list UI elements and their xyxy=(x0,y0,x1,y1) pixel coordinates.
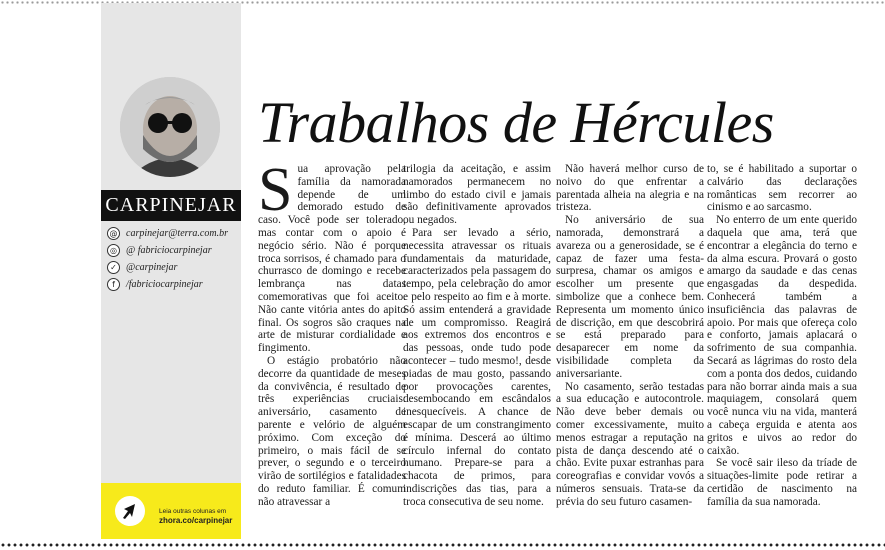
paragraph: trilogia da aceitação, e assim namorados permanecem no limbo do estado civil e jamais são definitivamente aprovados ou negados. xyxy=(403,163,551,227)
promo-link[interactable]: zhora.co/carpinejar xyxy=(159,516,233,525)
paragraph: No aniversário de sua namorada, demonstrará a avareza ou a generosidade, se é capaz de fazer uma festa-surpresa, chamar os amigos e escolher um presente que simbolize que a conhece bem. Representa um momento único de discrição, em que descobrirá se está preparado para desaparecer em nome da visibilidade completa da aniversariante. xyxy=(556,214,704,380)
promo-line1: Leia outras colunas em xyxy=(159,508,227,515)
paragraph: ua aprovação pela família da namorada depende de um demorado estudo de caso. Você pode ser tolerado, mas contar com o apoio é negócio sério. Não é porque troca sorrisos, é chamado para o churrasco de domingo e recebe lembrança nas datas comemorativas que foi aceito. Não cante vitória antes do apito final. Os sogros são craques na arte de misturar cordialidade e fingimento. xyxy=(258,163,406,355)
article-column-1 xyxy=(258,156,406,509)
author-avatar xyxy=(120,77,220,177)
promo-text xyxy=(159,507,232,526)
paragraph: Para ser levado a sério, necessita atravessar os rituais fundamentais da maturidade, caracterizados pela passagem do tempo, pela celebração do amor e pelo respeito ao fim e à morte. Só assim entenderá a gravidade de um compromisso. Reagirá aos extremos dos encontros e das pessoas, onde tudo pode acontecer – tudo mesmo!, desde piadas de mau gosto, passando por provocações carentes, desembocando em escândalos inesquecíveis. A chance de escapar de um constrangimento é mínima. Descerá ao último círculo infernal do contato humano. Prepare-se para a chacota de primos, para indiscrições das tias, para a troca consecutiva de seu nome. xyxy=(403,226,551,508)
paragraph: Não haverá melhor curso de noivo do que enfrentar a parentada alheia na alegria e na tristeza. xyxy=(556,163,704,214)
contact-twitter[interactable] xyxy=(107,259,239,276)
twitter-icon: ✓ xyxy=(107,261,120,274)
instagram-icon: ◎ xyxy=(107,244,120,257)
headline: Trabalhos de Hércules xyxy=(258,90,774,155)
paragraph: No enterro de um ente querido daquela que ama, terá que encontrar a elegância do terno e da alma escura. Provará o gosto amargo da saudade e das cenas engasgadas da despedida. Conhecerá também a insuficiência das palavras de apoio. Por mais que ofereça colo e conforto, jamais aplacará o sofrimento de sua companhia. Secará as lágrimas do rosto dela com a ponta dos dedos, cuidando para não borrar ainda mais a sua maquiagem, consolará quem você nunca viu na vida, manterá a cabeça erguida e atenta aos gritos e uivos ao redor do caixão. xyxy=(707,214,857,457)
paragraph: Se você sair ileso da tríade de situações-limite pode retirar a certidão de nascimento na família da sua namorada. xyxy=(707,457,857,508)
contact-email-text: carpinejar@terra.com.br xyxy=(126,228,228,239)
contact-twitter-text: @carpinejar xyxy=(126,262,178,273)
author-name: CARPINEJAR xyxy=(101,190,241,221)
contact-facebook[interactable] xyxy=(107,276,239,293)
cursor-arrow-icon xyxy=(115,496,145,526)
author-photo-icon xyxy=(120,77,220,177)
drop-cap: S xyxy=(258,156,293,224)
article-column-2 xyxy=(403,163,551,509)
promo-circle xyxy=(115,496,145,526)
contact-list xyxy=(107,225,239,293)
article-column-3 xyxy=(556,163,704,509)
contact-instagram-text: @ fabriciocarpinejar xyxy=(126,245,212,256)
contact-facebook-text: /fabriciocarpinejar xyxy=(126,279,203,290)
contact-email[interactable] xyxy=(107,225,239,242)
facebook-icon: f xyxy=(107,278,120,291)
author-sidebar xyxy=(101,3,241,539)
article-column-4 xyxy=(707,163,857,509)
bottom-dotted-border xyxy=(0,542,885,548)
email-icon: @ xyxy=(107,227,120,240)
paragraph: No casamento, serão testadas a sua educação e autocontrole. Não deve beber demais ou comer excessivamente, muito menos estragar a reputação na pista de dança descendo até o chão. Evite puxar estranhas para coreografias e convidar vovós a números sensuais. Trata-se da prévia do seu futuro casamen- xyxy=(556,380,704,508)
contact-instagram[interactable] xyxy=(107,242,239,259)
promo-box[interactable] xyxy=(101,483,241,539)
paragraph: O estágio probatório não decorre da quantidade de meses da convivência, é resultado de três experiências cruciais: aniversário, casamento de parente e velório de alguém próximo. Com exceção do primeiro, o mais fácil de se prever, o segundo e o terceiro virão de sortilégios e fatalidades do reduto familiar. É comum não atravessar a xyxy=(258,354,406,508)
paragraph: to, se é habilitado a suportar o calvário das declarações românticas sem recorrer ao cinismo e ao sarcasmo. xyxy=(707,163,857,214)
